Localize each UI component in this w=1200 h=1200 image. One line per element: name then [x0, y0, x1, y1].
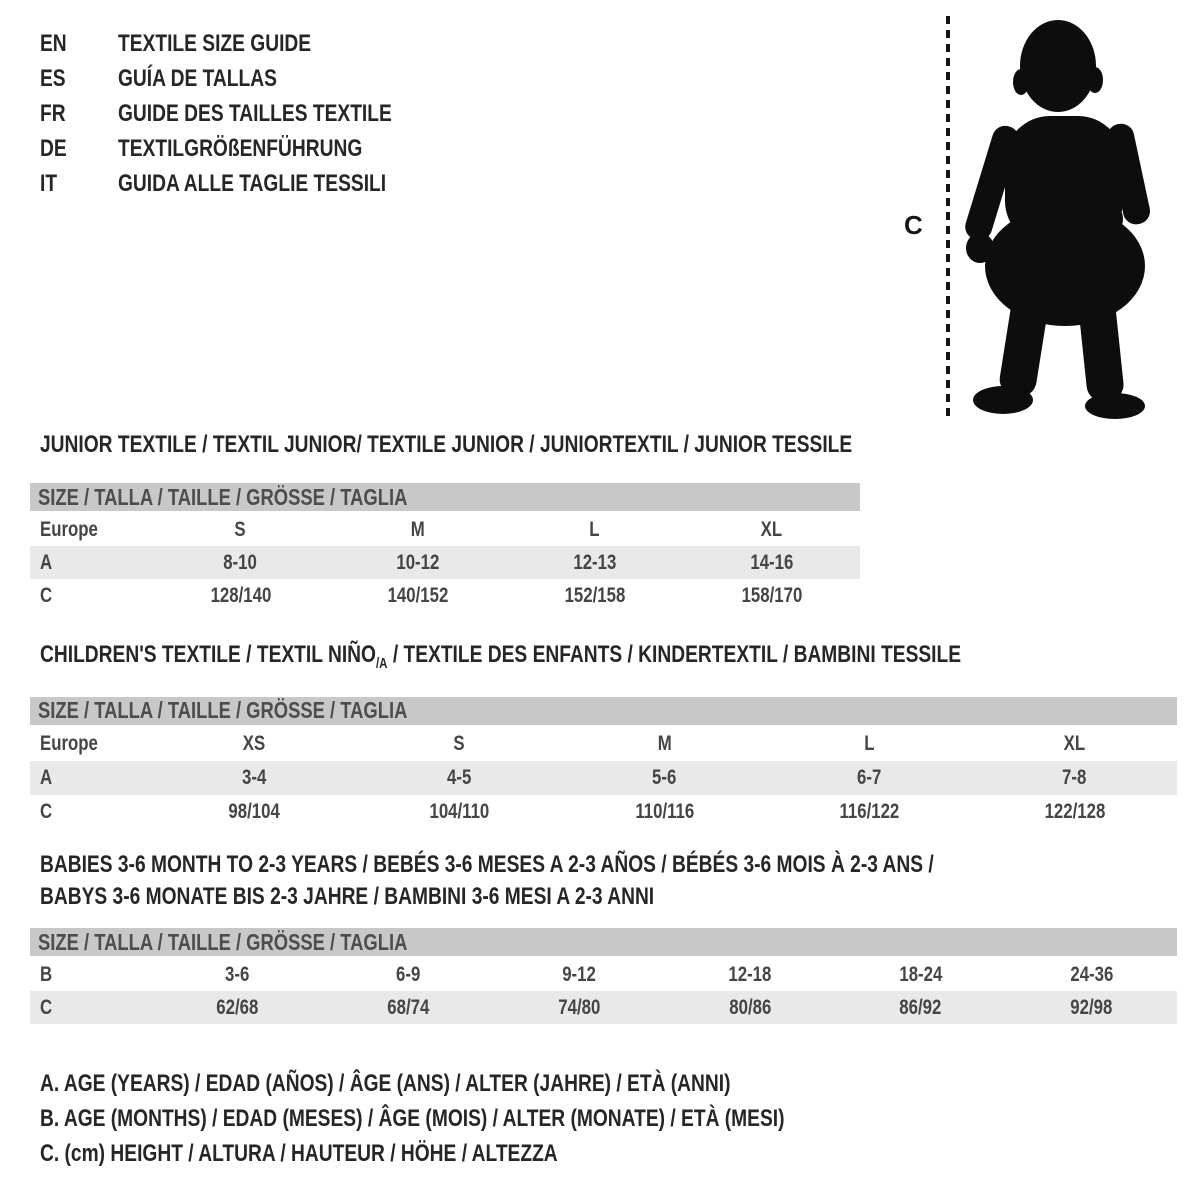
- table-row: [30, 958, 1177, 991]
- lang-row-fr: [40, 96, 460, 131]
- legend-age-years: A. AGE (YEARS) / EDAD (AÑOS) / ÂGE (ANS) / ALTER (JAHRE) / ETÀ (ANNI): [40, 1070, 731, 1097]
- table-cell: 62/68: [216, 995, 259, 1019]
- table-cell: 6-7: [857, 765, 882, 789]
- table-cell: 8-10: [223, 550, 258, 574]
- table-cell: 152/158: [564, 583, 625, 607]
- lang-code: ES: [40, 65, 66, 92]
- table-row: [30, 795, 1177, 829]
- row-label: C: [40, 583, 53, 607]
- table-cell: 74/80: [558, 995, 601, 1019]
- section-title-children: CHILDREN'S TEXTILE / TEXTIL $NIÑO_{/A}$ / TEXTILE DES ENFANTS / KINDERTEXTIL / BAMBINI TESSILE: [40, 641, 962, 672]
- table-cell: 12-18: [728, 962, 772, 986]
- dimension-legend: [40, 1066, 971, 1171]
- table-cell: 98/104: [228, 799, 281, 823]
- guide-title-es: GUÍA DE TALLAS: [118, 65, 277, 92]
- table-row: [30, 761, 1177, 795]
- table-cell: 122/128: [1044, 799, 1105, 823]
- table-cell: 9-12: [562, 962, 596, 986]
- table-cell: XS: [243, 731, 266, 755]
- table-cell: XL: [760, 517, 783, 541]
- section-title-babies-line2: BABYS 3-6 MONATE BIS 2-3 JAHRE / BAMBINI 3-6 MESI A 2-3 ANNI: [40, 883, 655, 910]
- junior-size-table: [30, 513, 860, 612]
- table-cell: 110/116: [635, 799, 694, 823]
- lang-row-es: [40, 61, 460, 96]
- section-babies-textile: [30, 849, 1177, 1024]
- table-row: [30, 727, 1177, 761]
- row-label: Europe: [40, 517, 98, 541]
- lang-row-en: [40, 26, 460, 61]
- size-header-bar: SIZE / TALLA / TAILLE / GRÖSSE / TAGLIA: [30, 483, 860, 511]
- table-cell: 3-6: [225, 962, 250, 986]
- height-dimension-label: C: [904, 210, 923, 240]
- guide-title-fr: GUIDE DES TAILLES TEXTILE: [118, 100, 392, 127]
- lang-code: FR: [40, 100, 66, 127]
- lang-code: DE: [40, 135, 67, 162]
- table-cell: 18-24: [899, 962, 943, 986]
- table-cell: M: [657, 731, 672, 755]
- lang-row-de: [40, 131, 460, 166]
- guide-title-it: GUIDA ALLE TAGLIE TESSILI: [118, 170, 387, 197]
- legend-age-months: B. AGE (MONTHS) / EDAD (MESES) / ÂGE (MOIS) / ALTER (MONATE) / ETÀ (MESI): [40, 1105, 785, 1132]
- table-cell: 6-9: [396, 962, 421, 986]
- section-children-textile: [30, 641, 1177, 829]
- table-row: [30, 579, 860, 612]
- lang-code: EN: [40, 30, 67, 57]
- children-size-table: [30, 727, 1177, 829]
- language-title-list: [40, 26, 460, 201]
- nino-a-subscript: /A: [375, 655, 388, 672]
- table-cell: M: [410, 517, 425, 541]
- section-junior-textile: [30, 431, 860, 612]
- guide-title-en: TEXTILE SIZE GUIDE: [118, 30, 312, 57]
- height-measure-dashed-line: [946, 16, 950, 416]
- table-cell: XL: [1063, 731, 1086, 755]
- table-cell: 104/110: [429, 799, 490, 823]
- size-header-bar: SIZE / TALLA / TAILLE / GRÖSSE / TAGLIA: [30, 928, 1177, 956]
- row-label: Europe: [40, 731, 98, 755]
- row-label: A: [40, 765, 53, 789]
- table-cell: 4-5: [447, 765, 472, 789]
- row-label: A: [40, 550, 53, 574]
- row-label: B: [40, 962, 53, 986]
- table-cell: 14-16: [750, 550, 793, 574]
- table-row: [30, 546, 860, 579]
- table-cell: 24-36: [1070, 962, 1114, 986]
- size-header-bar: SIZE / TALLA / TAILLE / GRÖSSE / TAGLIA: [30, 697, 1177, 725]
- table-cell: 92/98: [1070, 995, 1113, 1019]
- row-label: C: [40, 995, 53, 1019]
- table-cell: S: [453, 731, 466, 755]
- section-title-junior: JUNIOR TEXTILE / TEXTIL JUNIOR/ TEXTILE JUNIOR / JUNIORTEXTIL / JUNIOR TESSILE: [40, 431, 853, 458]
- table-cell: 128/140: [210, 583, 271, 607]
- table-cell: L: [864, 731, 875, 755]
- legend-height-cm: C. (cm) HEIGHT / ALTURA / HAUTEUR / HÖHE / ALTEZZA: [40, 1140, 558, 1167]
- lang-code: IT: [40, 170, 58, 197]
- row-label: C: [40, 799, 53, 823]
- table-cell: S: [234, 517, 247, 541]
- table-cell: 68/74: [387, 995, 430, 1019]
- table-row: [30, 991, 1177, 1024]
- guide-title-de: TEXTILGRÖßENFÜHRUNG: [118, 135, 363, 162]
- table-cell: 80/86: [728, 995, 771, 1019]
- table-cell: 116/122: [839, 799, 900, 823]
- table-cell: 7-8: [1062, 765, 1087, 789]
- table-row: [30, 513, 860, 546]
- section-title-babies-line1: BABIES 3-6 MONTH TO 2-3 YEARS / BEBÉS 3-6 MESES A 2-3 AÑOS / BÉBÉS 3-6 MOIS À 2-3 ANS /: [40, 851, 934, 878]
- table-cell: 86/92: [899, 995, 942, 1019]
- table-cell: 10-12: [396, 550, 439, 574]
- toddler-silhouette-icon: [955, 16, 1165, 421]
- babies-size-table: [30, 958, 1177, 1024]
- table-cell: L: [589, 517, 600, 541]
- table-cell: 5-6: [652, 765, 677, 789]
- table-cell: 158/170: [741, 583, 802, 607]
- table-cell: 140/152: [387, 583, 448, 607]
- lang-row-it: [40, 166, 460, 201]
- table-cell: 3-4: [242, 765, 267, 789]
- table-cell: 12-13: [573, 550, 616, 574]
